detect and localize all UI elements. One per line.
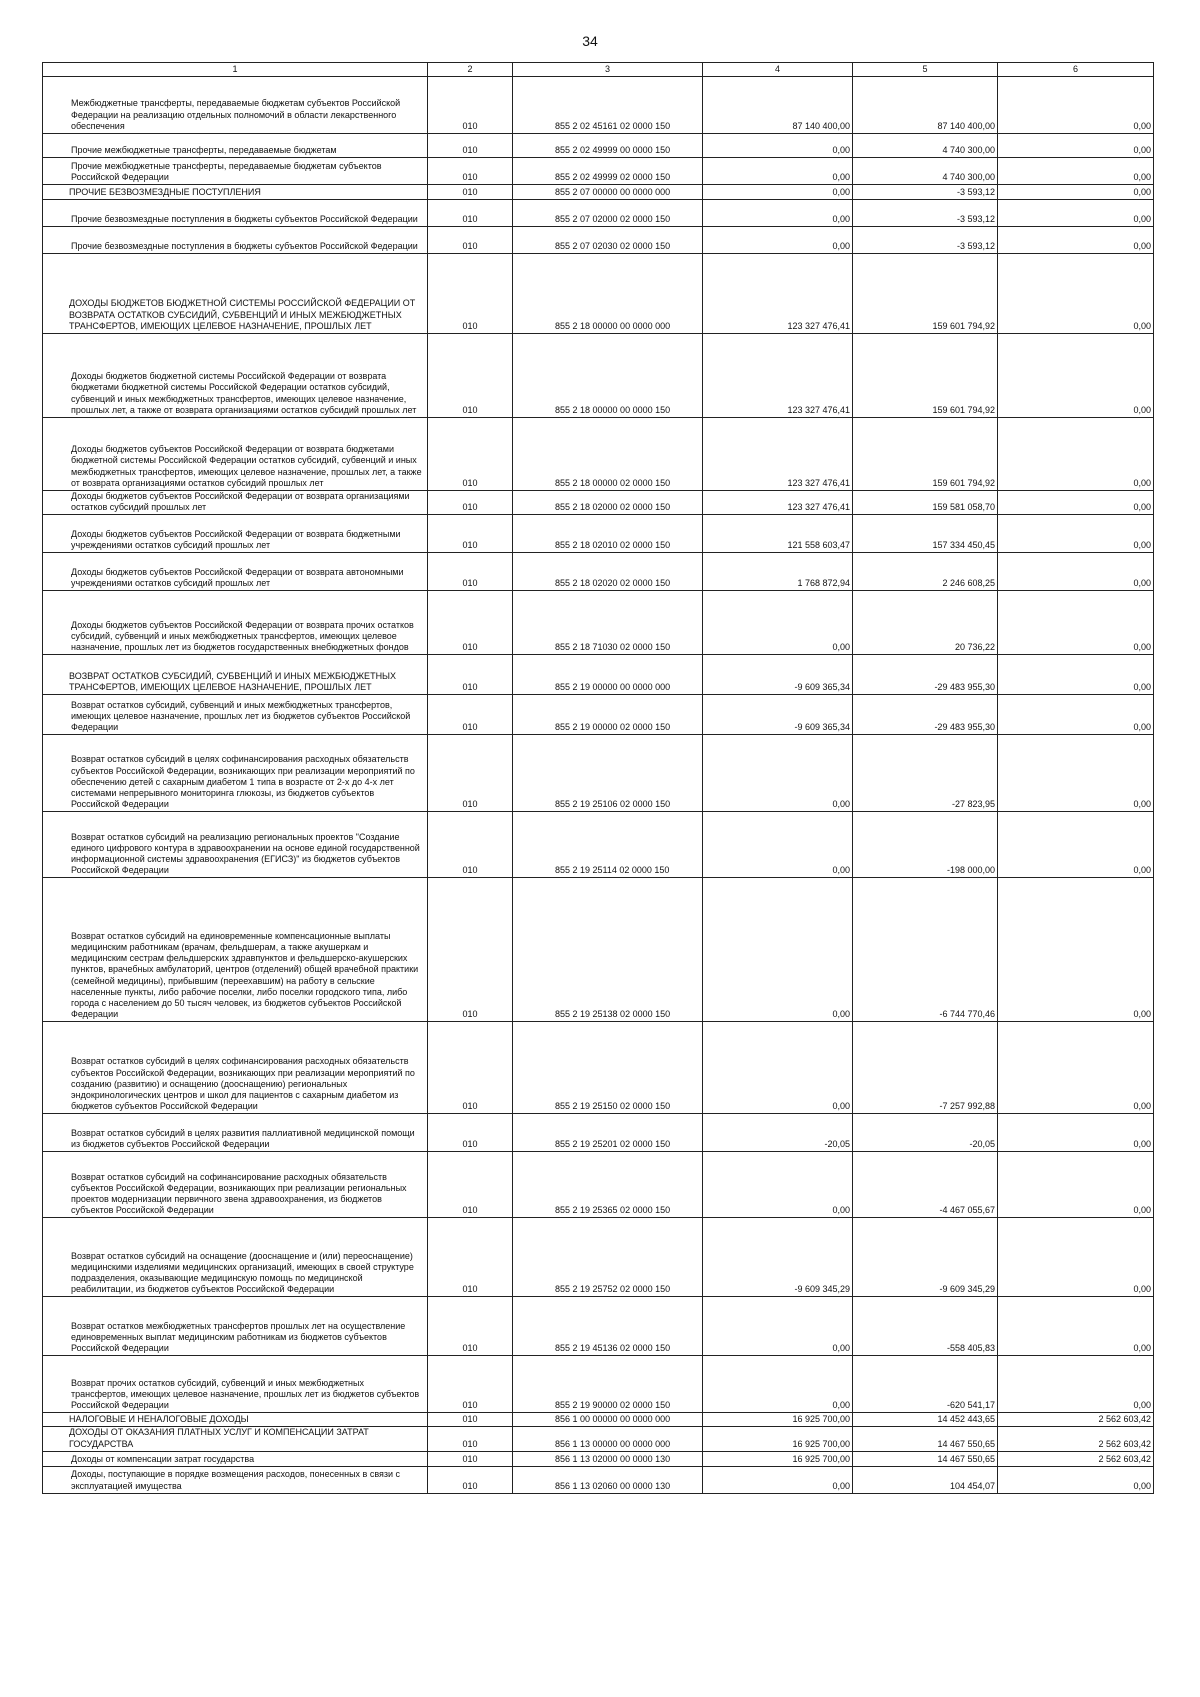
row-unexecuted-amount: 0,00 [998, 1022, 1154, 1114]
row-budget-code: 855 2 18 02000 02 0000 150 [513, 491, 703, 515]
row-name: Возврат остатков субсидий на реализацию региональных проектов "Создание единого цифрового контура в здравоохранении на основе единой государственной информационной системы здравоохранения (ЕГИСЗ)" из бюджетов субъектов Российской Федерации [43, 812, 428, 878]
row-approved-amount: 0,00 [703, 812, 853, 878]
row-executed-amount: -7 257 992,88 [853, 1022, 998, 1114]
row-approved-amount: 16 925 700,00 [703, 1427, 853, 1451]
row-line-code: 010 [428, 553, 513, 591]
row-executed-amount: -3 593,12 [853, 227, 998, 254]
row-name: Возврат остатков межбюджетных трансфертов прошлых лет на осуществление единовременных выплат медицинским работникам из бюджетов субъектов Российской Федерации [43, 1297, 428, 1356]
row-unexecuted-amount: 0,00 [998, 515, 1154, 553]
row-name: Возврат остатков субсидий, субвенций и иных межбюджетных трансфертов, имеющих целевое назначение, прошлых лет из бюджетов субъектов Российской Федерации [43, 695, 428, 735]
table-row [43, 200, 1154, 227]
table-row [43, 1218, 1154, 1297]
row-name: ДОХОДЫ ОТ ОКАЗАНИЯ ПЛАТНЫХ УСЛУГ И КОМПЕНСАЦИИ ЗАТРАТ ГОСУДАРСТВА [43, 1427, 428, 1451]
table-row [43, 185, 1154, 200]
row-budget-code: 855 2 19 25752 02 0000 150 [513, 1218, 703, 1297]
row-line-code: 010 [428, 695, 513, 735]
row-line-code: 010 [428, 200, 513, 227]
row-executed-amount: -29 483 955,30 [853, 695, 998, 735]
column-header: 3 [513, 63, 703, 77]
row-executed-amount: -3 593,12 [853, 200, 998, 227]
row-unexecuted-amount: 0,00 [998, 1466, 1154, 1493]
row-executed-amount: 159 601 794,92 [853, 334, 998, 418]
row-executed-amount: -620 541,17 [853, 1356, 998, 1413]
row-unexecuted-amount: 0,00 [998, 655, 1154, 695]
column-header: 4 [703, 63, 853, 77]
row-budget-code: 855 2 19 00000 00 0000 000 [513, 655, 703, 695]
row-executed-amount: 87 140 400,00 [853, 77, 998, 134]
row-budget-code: 855 2 07 02030 02 0000 150 [513, 227, 703, 254]
row-approved-amount: -20,05 [703, 1114, 853, 1152]
row-budget-code: 856 1 13 02000 00 0000 130 [513, 1451, 703, 1466]
row-line-code: 010 [428, 1114, 513, 1152]
row-approved-amount: -9 609 345,29 [703, 1218, 853, 1297]
row-unexecuted-amount: 0,00 [998, 254, 1154, 334]
table-row [43, 553, 1154, 591]
table-row [43, 1413, 1154, 1427]
row-unexecuted-amount: 0,00 [998, 227, 1154, 254]
row-approved-amount: 123 327 476,41 [703, 334, 853, 418]
row-approved-amount: -9 609 365,34 [703, 695, 853, 735]
row-approved-amount: 0,00 [703, 1466, 853, 1493]
row-line-code: 010 [428, 735, 513, 812]
row-approved-amount: 0,00 [703, 591, 853, 655]
table-row [43, 134, 1154, 158]
row-name: ДОХОДЫ БЮДЖЕТОВ БЮДЖЕТНОЙ СИСТЕМЫ РОССИЙСКОЙ ФЕДЕРАЦИИ ОТ ВОЗВРАТА ОСТАТКОВ СУБСИДИЙ, СУБВЕНЦИЙ И ИНЫХ МЕЖБЮДЖЕТНЫХ ТРАНСФЕРТОВ, ИМЕЮЩИХ ЦЕЛЕВОЕ НАЗНАЧЕНИЕ, ПРОШЛЫХ ЛЕТ [43, 254, 428, 334]
row-executed-amount: 104 454,07 [853, 1466, 998, 1493]
row-unexecuted-amount: 0,00 [998, 735, 1154, 812]
row-name: Доходы бюджетов субъектов Российской Федерации от возврата бюджетными учреждениями остатков субсидий прошлых лет [43, 515, 428, 553]
row-approved-amount: -9 609 365,34 [703, 655, 853, 695]
row-budget-code: 855 2 19 25150 02 0000 150 [513, 1022, 703, 1114]
row-budget-code: 855 2 18 00000 00 0000 150 [513, 334, 703, 418]
column-header: 6 [998, 63, 1154, 77]
row-approved-amount: 0,00 [703, 878, 853, 1022]
row-approved-amount: 0,00 [703, 134, 853, 158]
row-name: Доходы от компенсации затрат государства [43, 1451, 428, 1466]
row-line-code: 010 [428, 491, 513, 515]
row-line-code: 010 [428, 254, 513, 334]
row-line-code: 010 [428, 591, 513, 655]
row-unexecuted-amount: 0,00 [998, 878, 1154, 1022]
row-executed-amount: -29 483 955,30 [853, 655, 998, 695]
row-line-code: 010 [428, 812, 513, 878]
row-unexecuted-amount: 0,00 [998, 812, 1154, 878]
table-row [43, 1022, 1154, 1114]
row-approved-amount: 1 768 872,94 [703, 553, 853, 591]
row-unexecuted-amount: 2 562 603,42 [998, 1413, 1154, 1427]
row-line-code: 010 [428, 1218, 513, 1297]
row-executed-amount: 159 601 794,92 [853, 254, 998, 334]
page-number: 34 [582, 33, 598, 49]
row-approved-amount: 16 925 700,00 [703, 1413, 853, 1427]
row-budget-code: 855 2 18 02010 02 0000 150 [513, 515, 703, 553]
row-line-code: 010 [428, 1413, 513, 1427]
table-row [43, 1451, 1154, 1466]
table-row [43, 591, 1154, 655]
row-line-code: 010 [428, 334, 513, 418]
row-unexecuted-amount: 0,00 [998, 1297, 1154, 1356]
row-line-code: 010 [428, 1297, 513, 1356]
row-budget-code: 855 2 19 25138 02 0000 150 [513, 878, 703, 1022]
row-approved-amount: 123 327 476,41 [703, 491, 853, 515]
table-row [43, 418, 1154, 491]
row-budget-code: 855 2 02 49999 02 0000 150 [513, 158, 703, 185]
row-approved-amount: 0,00 [703, 185, 853, 200]
table-row [43, 1297, 1154, 1356]
row-budget-code: 855 2 19 25106 02 0000 150 [513, 735, 703, 812]
table-row [43, 254, 1154, 334]
row-line-code: 010 [428, 185, 513, 200]
row-budget-code: 855 2 18 02020 02 0000 150 [513, 553, 703, 591]
row-budget-code: 856 1 13 00000 00 0000 000 [513, 1427, 703, 1451]
row-unexecuted-amount: 0,00 [998, 185, 1154, 200]
table-row [43, 491, 1154, 515]
row-budget-code: 855 2 19 45136 02 0000 150 [513, 1297, 703, 1356]
row-line-code: 010 [428, 1451, 513, 1466]
row-budget-code: 855 2 18 71030 02 0000 150 [513, 591, 703, 655]
row-unexecuted-amount: 0,00 [998, 591, 1154, 655]
row-unexecuted-amount: 0,00 [998, 77, 1154, 134]
table-row [43, 1466, 1154, 1493]
row-name: ПРОЧИЕ БЕЗВОЗМЕЗДНЫЕ ПОСТУПЛЕНИЯ [43, 185, 428, 200]
row-line-code: 010 [428, 158, 513, 185]
row-name: Возврат прочих остатков субсидий, субвенций и иных межбюджетных трансфертов, имеющих целевое назначение, прошлых лет из бюджетов субъектов Российской Федерации [43, 1356, 428, 1413]
row-budget-code: 855 2 18 00000 02 0000 150 [513, 418, 703, 491]
row-budget-code: 855 2 07 00000 00 0000 000 [513, 185, 703, 200]
row-name: Возврат остатков субсидий на оснащение (дооснащение и (или) переоснащение) медицинскими изделиями медицинских организаций, имеющих в своей структуре подразделения, оказывающие медицинскую помощь по медицинской реабилитации, из бюджетов субъектов Российской Федерации [43, 1218, 428, 1297]
row-unexecuted-amount: 0,00 [998, 158, 1154, 185]
row-name: Доходы бюджетов субъектов Российской Федерации от возврата автономными учреждениями остатков субсидий прошлых лет [43, 553, 428, 591]
row-unexecuted-amount: 0,00 [998, 1356, 1154, 1413]
row-name: Возврат остатков субсидий в целях софинансирования расходных обязательств субъектов Российской Федерации, возникающих при реализации мероприятий по обеспечению детей с сахарным диабетом 1 типа в возрасте от 2-х до 4-х лет системами непрерывного мониторинга глюкозы, из бюджетов субъектов Российской Федерации [43, 735, 428, 812]
row-unexecuted-amount: 0,00 [998, 1218, 1154, 1297]
row-budget-code: 855 2 02 45161 02 0000 150 [513, 77, 703, 134]
column-number-row [43, 63, 1154, 77]
table-row [43, 1152, 1154, 1218]
row-budget-code: 856 1 00 00000 00 0000 000 [513, 1413, 703, 1427]
table-row [43, 1114, 1154, 1152]
row-approved-amount: 0,00 [703, 158, 853, 185]
row-name: Возврат остатков субсидий на софинансирование расходных обязательств субъектов Российской Федерации, возникающих при реализации региональных проектов модернизации первичного звена здравоохранения, из бюджетов субъектов Российской Федерации [43, 1152, 428, 1218]
table-row [43, 812, 1154, 878]
row-name: ВОЗВРАТ ОСТАТКОВ СУБСИДИЙ, СУБВЕНЦИЙ И ИНЫХ МЕЖБЮДЖЕТНЫХ ТРАНСФЕРТОВ, ИМЕЮЩИХ ЦЕЛЕВОЕ НАЗНАЧЕНИЕ, ПРОШЛЫХ ЛЕТ [43, 655, 428, 695]
row-budget-code: 855 2 19 25365 02 0000 150 [513, 1152, 703, 1218]
row-line-code: 010 [428, 1022, 513, 1114]
row-approved-amount: 0,00 [703, 1152, 853, 1218]
row-executed-amount: -198 000,00 [853, 812, 998, 878]
row-line-code: 010 [428, 515, 513, 553]
row-line-code: 010 [428, 1152, 513, 1218]
row-approved-amount: 0,00 [703, 735, 853, 812]
row-unexecuted-amount: 0,00 [998, 553, 1154, 591]
row-approved-amount: 87 140 400,00 [703, 77, 853, 134]
row-approved-amount: 123 327 476,41 [703, 418, 853, 491]
row-executed-amount: 157 334 450,45 [853, 515, 998, 553]
row-executed-amount: 14 467 550,65 [853, 1451, 998, 1466]
revenue-table [42, 62, 1154, 1494]
column-header: 2 [428, 63, 513, 77]
row-approved-amount: 123 327 476,41 [703, 254, 853, 334]
row-budget-code: 856 1 13 02060 00 0000 130 [513, 1466, 703, 1493]
table-body [43, 77, 1154, 1494]
row-unexecuted-amount: 2 562 603,42 [998, 1427, 1154, 1451]
row-unexecuted-amount: 0,00 [998, 200, 1154, 227]
row-executed-amount: 4 740 300,00 [853, 158, 998, 185]
row-executed-amount: 14 452 443,65 [853, 1413, 998, 1427]
table-row [43, 77, 1154, 134]
row-budget-code: 855 2 19 25114 02 0000 150 [513, 812, 703, 878]
table-row [43, 515, 1154, 553]
row-name: Прочие безвозмездные поступления в бюджеты субъектов Российской Федерации [43, 227, 428, 254]
table-row [43, 158, 1154, 185]
row-unexecuted-amount: 0,00 [998, 134, 1154, 158]
row-name: Доходы бюджетов субъектов Российской Федерации от возврата организациями остатков субсидий прошлых лет [43, 491, 428, 515]
row-line-code: 010 [428, 1427, 513, 1451]
row-executed-amount: 159 581 058,70 [853, 491, 998, 515]
row-executed-amount: 4 740 300,00 [853, 134, 998, 158]
table-row [43, 655, 1154, 695]
row-line-code: 010 [428, 227, 513, 254]
row-name: Доходы бюджетов субъектов Российской Федерации от возврата бюджетами бюджетной системы Российской Федерации остатков субсидий, субвенций и иных межбюджетных трансфертов, имеющих целевое назначение, прошлых лет, а также от возврата организациями остатков субсидий прошлых лет [43, 418, 428, 491]
row-executed-amount: -3 593,12 [853, 185, 998, 200]
row-executed-amount: -20,05 [853, 1114, 998, 1152]
row-name: Прочие безвозмездные поступления в бюджеты субъектов Российской Федерации [43, 200, 428, 227]
table-row [43, 1356, 1154, 1413]
row-line-code: 010 [428, 878, 513, 1022]
row-approved-amount: 0,00 [703, 1022, 853, 1114]
row-name: НАЛОГОВЫЕ И НЕНАЛОГОВЫЕ ДОХОДЫ [43, 1413, 428, 1427]
table-row [43, 1427, 1154, 1451]
row-unexecuted-amount: 0,00 [998, 1114, 1154, 1152]
row-budget-code: 855 2 19 00000 02 0000 150 [513, 695, 703, 735]
row-approved-amount: 0,00 [703, 200, 853, 227]
table-row [43, 695, 1154, 735]
row-name: Межбюджетные трансферты, передаваемые бюджетам субъектов Российской Федерации на реализацию отдельных полномочий в области лекарственного обеспечения [43, 77, 428, 134]
row-approved-amount: 0,00 [703, 227, 853, 254]
row-executed-amount: 20 736,22 [853, 591, 998, 655]
row-approved-amount: 0,00 [703, 1356, 853, 1413]
row-budget-code: 855 2 18 00000 00 0000 000 [513, 254, 703, 334]
revenue-table-sheet [42, 62, 1153, 1494]
row-unexecuted-amount: 0,00 [998, 418, 1154, 491]
row-unexecuted-amount: 0,00 [998, 334, 1154, 418]
row-budget-code: 855 2 07 02000 02 0000 150 [513, 200, 703, 227]
row-line-code: 010 [428, 1356, 513, 1413]
row-line-code: 010 [428, 655, 513, 695]
table-row [43, 227, 1154, 254]
row-unexecuted-amount: 0,00 [998, 695, 1154, 735]
row-budget-code: 855 2 19 25201 02 0000 150 [513, 1114, 703, 1152]
row-name: Возврат остатков субсидий на единовременные компенсационные выплаты медицинским работникам (врачам, фельдшерам, а также акушеркам и медицинским сестрам фельдшерских здравпунктов и фельдшерско-акушерских пунктов, врачебных амбулаторий, центров (отделений) общей врачебной практики (семейной медицины), прибывшим (переехавшим) на работу в сельские населенные пункты, либо рабочие поселки, либо поселки городского типа, либо города с населением до 50 тысяч человек, из бюджетов субъектов Российской Федерации [43, 878, 428, 1022]
row-unexecuted-amount: 2 562 603,42 [998, 1451, 1154, 1466]
column-header: 5 [853, 63, 998, 77]
row-executed-amount: -9 609 345,29 [853, 1218, 998, 1297]
row-line-code: 010 [428, 77, 513, 134]
row-executed-amount: 14 467 550,65 [853, 1427, 998, 1451]
row-approved-amount: 16 925 700,00 [703, 1451, 853, 1466]
row-executed-amount: -6 744 770,46 [853, 878, 998, 1022]
row-name: Доходы бюджетов субъектов Российской Федерации от возврата прочих остатков субсидий, субвенций и иных межбюджетных трансфертов, имеющих целевое назначение, прошлых лет из бюджетов государственных внебюджетных фондов [43, 591, 428, 655]
row-budget-code: 855 2 02 49999 00 0000 150 [513, 134, 703, 158]
row-executed-amount: -558 405,83 [853, 1297, 998, 1356]
row-name: Доходы, поступающие в порядке возмещения расходов, понесенных в связи с эксплуатацией имущества [43, 1466, 428, 1493]
row-name: Прочие межбюджетные трансферты, передаваемые бюджетам субъектов Российской Федерации [43, 158, 428, 185]
table-row [43, 334, 1154, 418]
column-header: 1 [43, 63, 428, 77]
row-executed-amount: 159 601 794,92 [853, 418, 998, 491]
row-unexecuted-amount: 0,00 [998, 1152, 1154, 1218]
row-executed-amount: -27 823,95 [853, 735, 998, 812]
row-approved-amount: 0,00 [703, 1297, 853, 1356]
row-executed-amount: 2 246 608,25 [853, 553, 998, 591]
row-line-code: 010 [428, 134, 513, 158]
row-name: Возврат остатков субсидий в целях развития паллиативной медицинской помощи из бюджетов субъектов Российской Федерации [43, 1114, 428, 1152]
row-approved-amount: 121 558 603,47 [703, 515, 853, 553]
table-row [43, 878, 1154, 1022]
row-budget-code: 855 2 19 90000 02 0000 150 [513, 1356, 703, 1413]
row-name: Возврат остатков субсидий в целях софинансирования расходных обязательств субъектов Российской Федерации, возникающих при реализации мероприятий по созданию (развитию) и оснащению (дооснащению) региональных эндокринологических центров и школ для пациентов с сахарным диабетом из бюджетов субъектов Российской Федерации [43, 1022, 428, 1114]
row-line-code: 010 [428, 1466, 513, 1493]
row-unexecuted-amount: 0,00 [998, 491, 1154, 515]
row-executed-amount: -4 467 055,67 [853, 1152, 998, 1218]
row-name: Доходы бюджетов бюджетной системы Российской Федерации от возврата бюджетами бюджетной системы Российской Федерации остатков субсидий, субвенций и иных межбюджетных трансфертов, имеющих целевое назначение, прошлых лет, а также от возврата организациями остатков субсидий прошлых лет [43, 334, 428, 418]
row-line-code: 010 [428, 418, 513, 491]
row-name: Прочие межбюджетные трансферты, передаваемые бюджетам [43, 134, 428, 158]
table-row [43, 735, 1154, 812]
